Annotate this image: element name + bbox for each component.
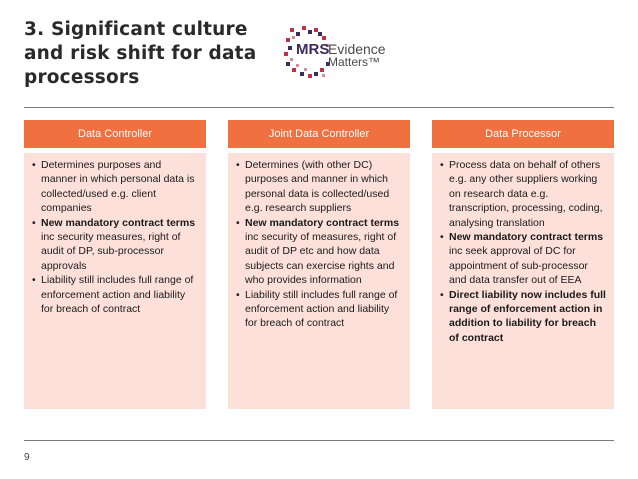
bottom-divider (24, 440, 614, 441)
column-header: Data Processor (432, 120, 614, 148)
bullet-item: • New mandatory contract terms inc seek approval of DC for appointment of sub-processor and data transfer out of EEA (440, 230, 606, 288)
bullet-item: • New mandatory contract terms inc security measures, right of audit of DP, sub-processor approvals (32, 216, 198, 274)
bullet-item: • Process data on behalf of others e.g. any other suppliers working on research data e.g. transcription, processing, coding, analysing translation (440, 158, 606, 230)
column-body (228, 153, 410, 409)
logo-matters-text: Matters™ (328, 55, 381, 69)
bullet-item: • New mandatory contract terms inc security of measures, right of audit of DP etc and how data subjects can exercise rights and who provides information (236, 216, 402, 288)
column-header: Data Controller (24, 120, 206, 148)
column-data-controller (24, 120, 206, 409)
slide-title (24, 18, 294, 90)
bullet-item: • Determines (with other DC) purposes and manner in which personal data is collected/used e.g. research suppliers (236, 158, 402, 216)
title-line-2: and risk shift for data (24, 43, 257, 64)
logo-mrs-text: MRS (296, 41, 330, 58)
page-number: 9 (24, 452, 30, 463)
bullet-item: • Liability still includes full range of enforcement action and liability for breach of contract (32, 273, 198, 316)
mrs-logo (282, 22, 392, 82)
top-divider (24, 107, 614, 108)
bullet-item: • Direct liability now includes full range of enforcement action in addition to liability for breach of contract (440, 288, 606, 346)
column-body (432, 153, 614, 409)
logo-evidence-text: Evidence (328, 41, 386, 57)
column-joint-data-controller (228, 120, 410, 409)
column-data-processor (432, 120, 614, 409)
column-body (24, 153, 206, 409)
title-line-3: processors (24, 67, 140, 88)
column-header: Joint Data Controller (228, 120, 410, 148)
title-line-1: 3. Significant culture (24, 19, 248, 40)
bullet-item: • Liability still includes full range of enforcement action and liability for breach of contract (236, 288, 402, 331)
bullet-item: • Determines purposes and manner in which personal data is collected/used e.g. client companies (32, 158, 198, 216)
